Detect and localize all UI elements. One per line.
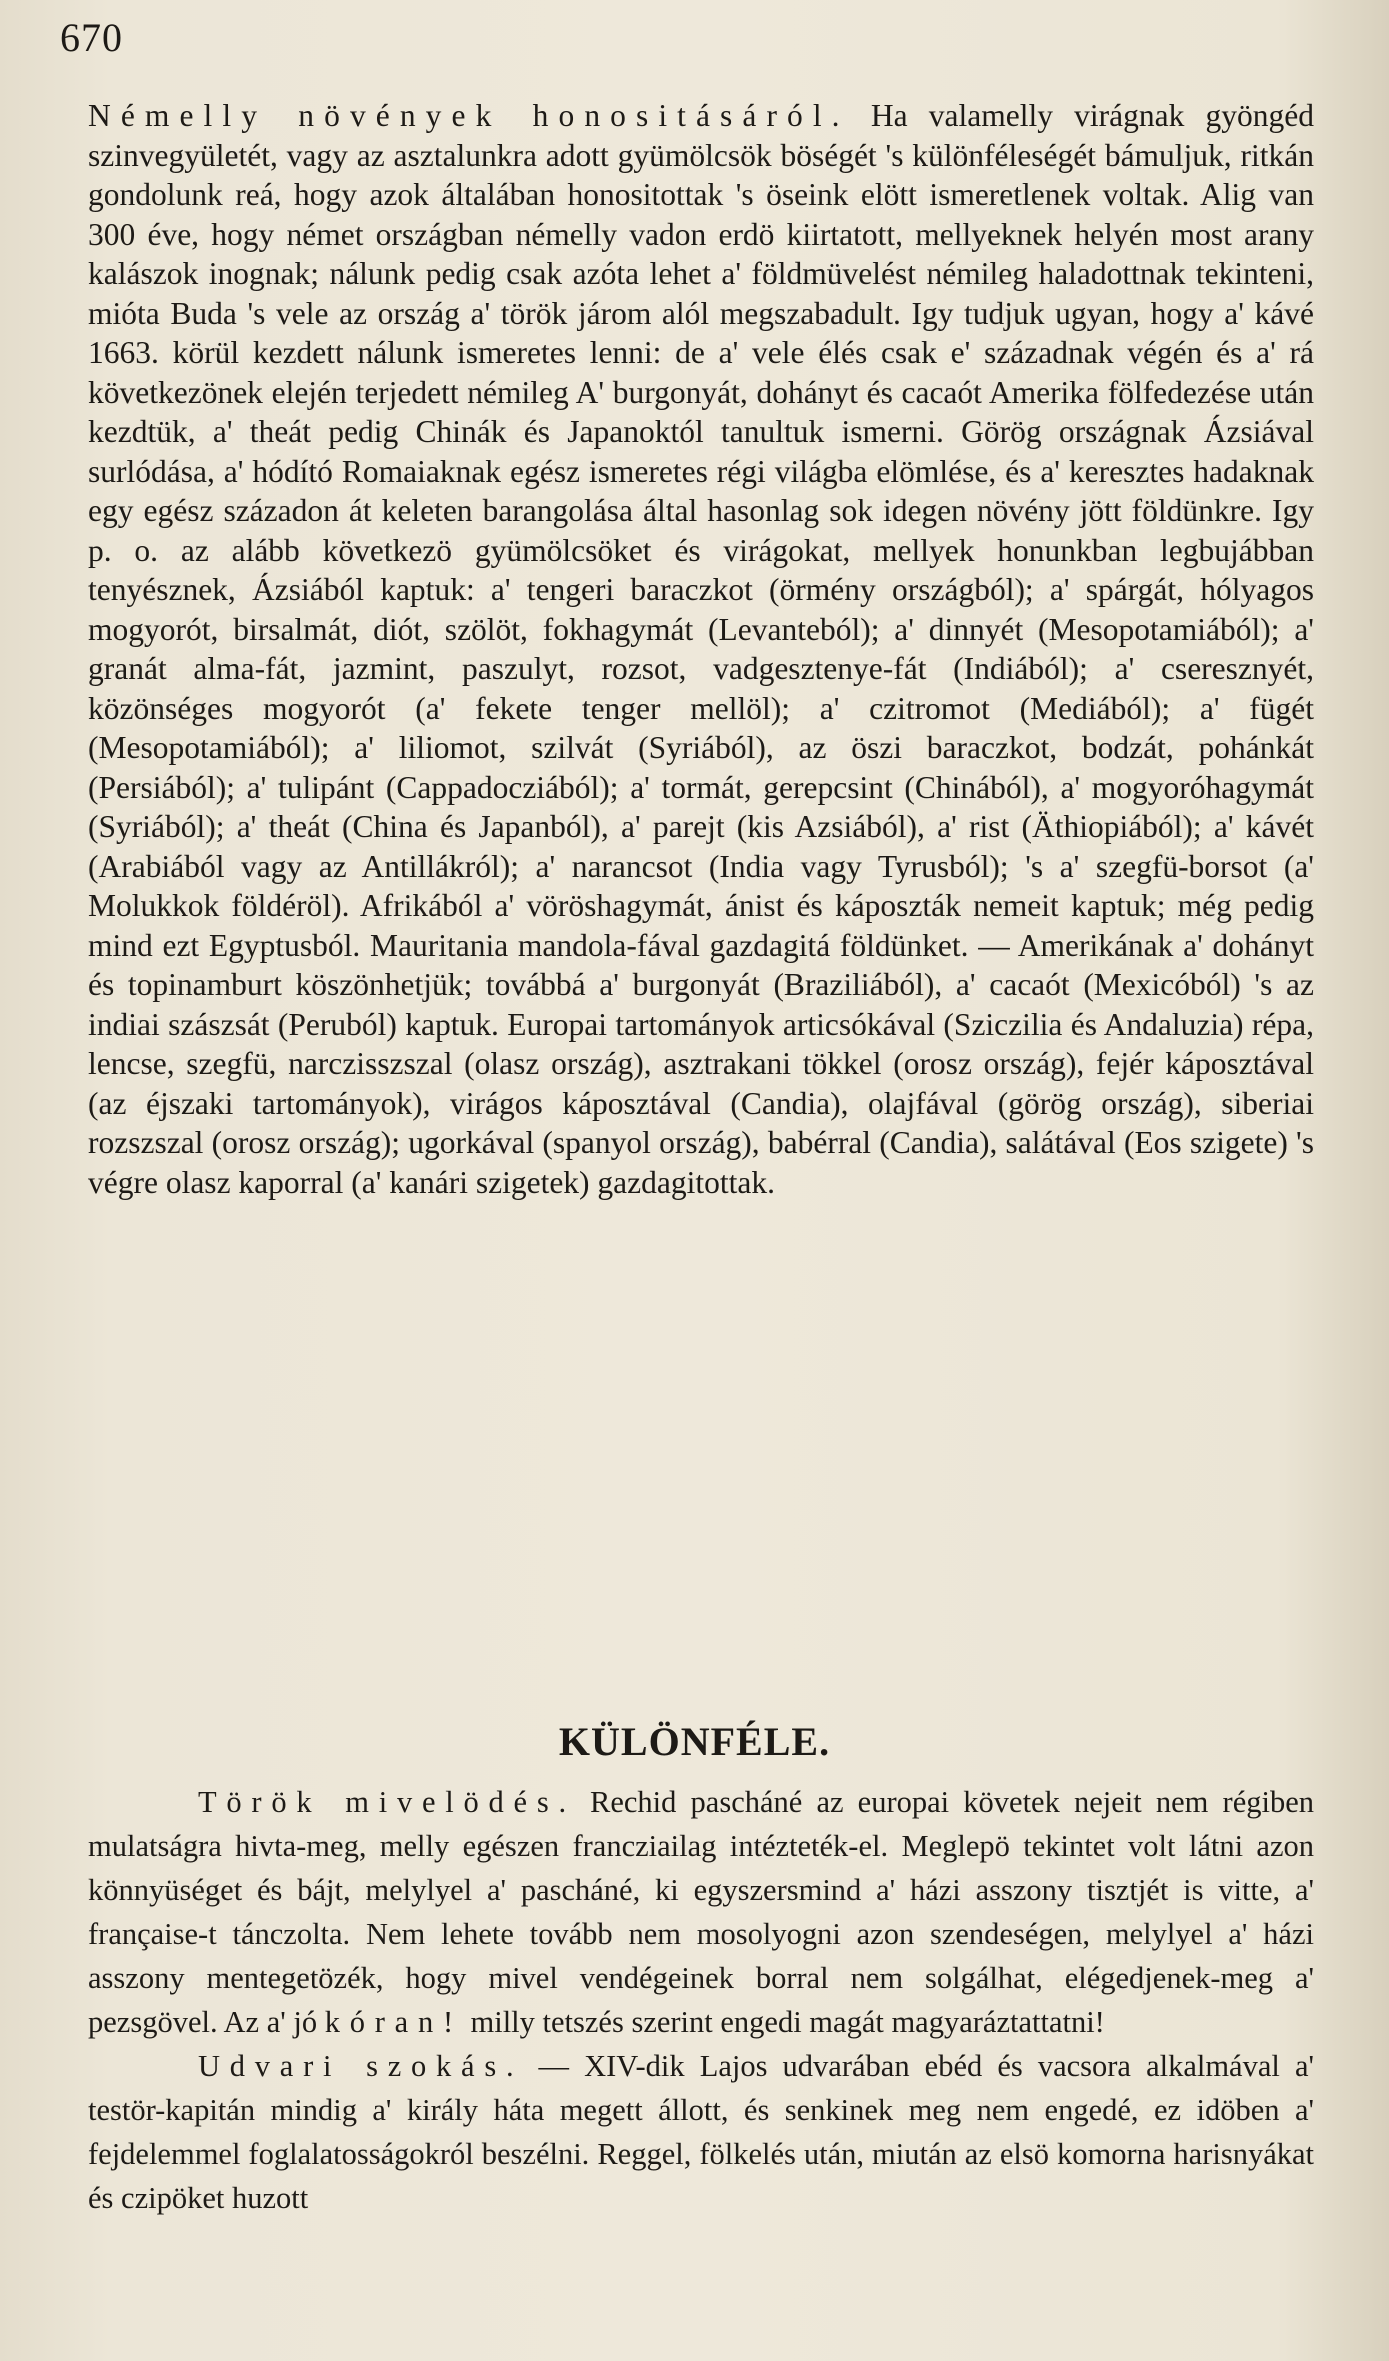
- article-heading: Némelly növények honositásáról.: [88, 98, 850, 133]
- article-heading: Udvari szokás.: [198, 2049, 524, 2083]
- article-body: Ha valamelly virágnak gyöngéd szinvegyületét, vagy az asztalunkra adott gyümölcsök böségét 's különféleségét bámuljuk, ritkán gondolunk reá, hogy azok általában honositottak 's öseink elött ismeretlenek voltak. Alig van 300 éve, hogy német országban némelly vadon erdö kiirtatott, mellyeknek helyén most arany kalászok inognak; nálunk pedig csak azóta lehet a' földmüvelést némileg haladottnak tekinteni, mióta Buda 's vele az ország a' török járom alól megszabadult. Igy tudjuk ugyan, hogy a' kávé 1663. körül kezdett nálunk ismeretes lenni: de a' vele élés csak e' századnak végén és a' rá következönek elején terjedett némileg A' burgonyát, dohányt és cacaót Amerika fölfedezése után kezdtük, a' theát pedig Chinák és Japanoktól tanultuk ismerni. Görög országnak Ázsiával surlódása, a' hódító Romaiaknak egész ismeretes régi világba elömlése, és a' keresztes hadaknak egy egész századon át keleten barangolása által hasonlag sok idegen növény jött földünkre. Igy p. o. az alább következö gyümölcsöket és virágokat, mellyek honunkban legbujábban tenyésznek, Ázsiából kaptuk: a' tengeri baraczkot (örmény országból); a' spárgát, hólyagos mogyorót, birsalmát, diót, szölöt, fokhagymát (Levanteból); a' dinnyét (Mesopotamiából); a' granát alma-fát, jazmint, paszulyt, rozsot, vadgesztenye-fát (Indiából); a' cseresznyét, közönséges mogyorót (a' fekete tenger mellöl); a' czitromot (Mediából); a' fügét (Mesopotamiából); a' liliomot, szilvát (Syriából), az öszi baraczkot, bodzát, pohánkát (Persiából); a' tulipánt (Cappadocziából); a' tormát, gerepcsint (Chinából), a' mogyoróhagymát (Syriából); a' theát (China és Japanból), a' parejt (kis Azsiából), a' rist (Äthiopiából); a' kávét (Arabiából vagy az Antillákról); a' narancsot (India vagy Tyrusból); 's a' szegfü-borsot (a' Molukkok földéröl). Afrikából a' vöröshagymát, ánist és káposzták nemeit kaptuk; még pedig mind ezt Egyptusból. Mauritania mandola-fával gazdagitá földünket. — Amerikának a' dohányt és topinamburt köszönhetjük; továbbá a' burgonyát (Braziliából), a' cacaót (Mexicóból) 's az indiai szászsát (Peruból) kaptuk. Europai tartományok articsókával (Sziczilia és Andaluzia) répa, lencse, szegfü, narczisszszal (olasz ország), asztrakani tökkel (orosz ország), fejér káposztával (az éjszaki tartományok), virágos káposztával (Candia), olajfával (görög ország), siberiai rozszszal (orosz ország); ugorkával (spanyol ország), babérral (Candia), salátával (Eos szigete) 's végre olasz kaporral (a' kanári szigetek) gazdagitottak.: [88, 98, 1314, 1200]
- article-body-tail: milly tetszés szerint engedi magát magyaráztattatni!: [470, 2005, 1105, 2039]
- section-title: KÜLÖNFÉLE.: [558, 1719, 831, 1764]
- paragraph: [88, 1780, 1314, 2044]
- paragraph: [88, 2044, 1314, 2220]
- article-body: Rechid pascháné az europai követek nejeit nem régiben mulatságra hivta-meg, melly egészen francziailag intézteték-el. Meglepö tekintet volt látni azon könnyüséget és bájt, melylyel a' pascháné, ki egyszersmind a' házi asszony tisztjét is vitte, a' française-t tánczolta. Nem lehete tovább nem mosolyogni azon szendeségen, melylyel a' házi asszony mentegetözék, hogy mivel vendégeinek borral nem solgálhat, elégedjenek-meg a' pezsgövel. Az a' jó: [88, 1785, 1314, 2039]
- article-heading: Török mivelödés.: [198, 1785, 576, 1819]
- paragraph: [88, 96, 1314, 1202]
- emphasized-word: kóran!: [324, 2005, 463, 2039]
- section-body: [88, 1780, 1314, 2220]
- article-plant-naturalization: [88, 96, 1314, 1202]
- page-number: 670: [60, 15, 123, 60]
- article-body: — XIV-dik Lajos udvarában ebéd és vacsora alkalmával a' testör-kapitán mindig a' király háta megett állott, és senkinek meg nem engedé, ez idöben a' fejdelemmel foglalatosságokról beszélni. Reggel, fölkelés után, miután az elsö komorna harisnyákat és czipöket huzott: [88, 2049, 1314, 2215]
